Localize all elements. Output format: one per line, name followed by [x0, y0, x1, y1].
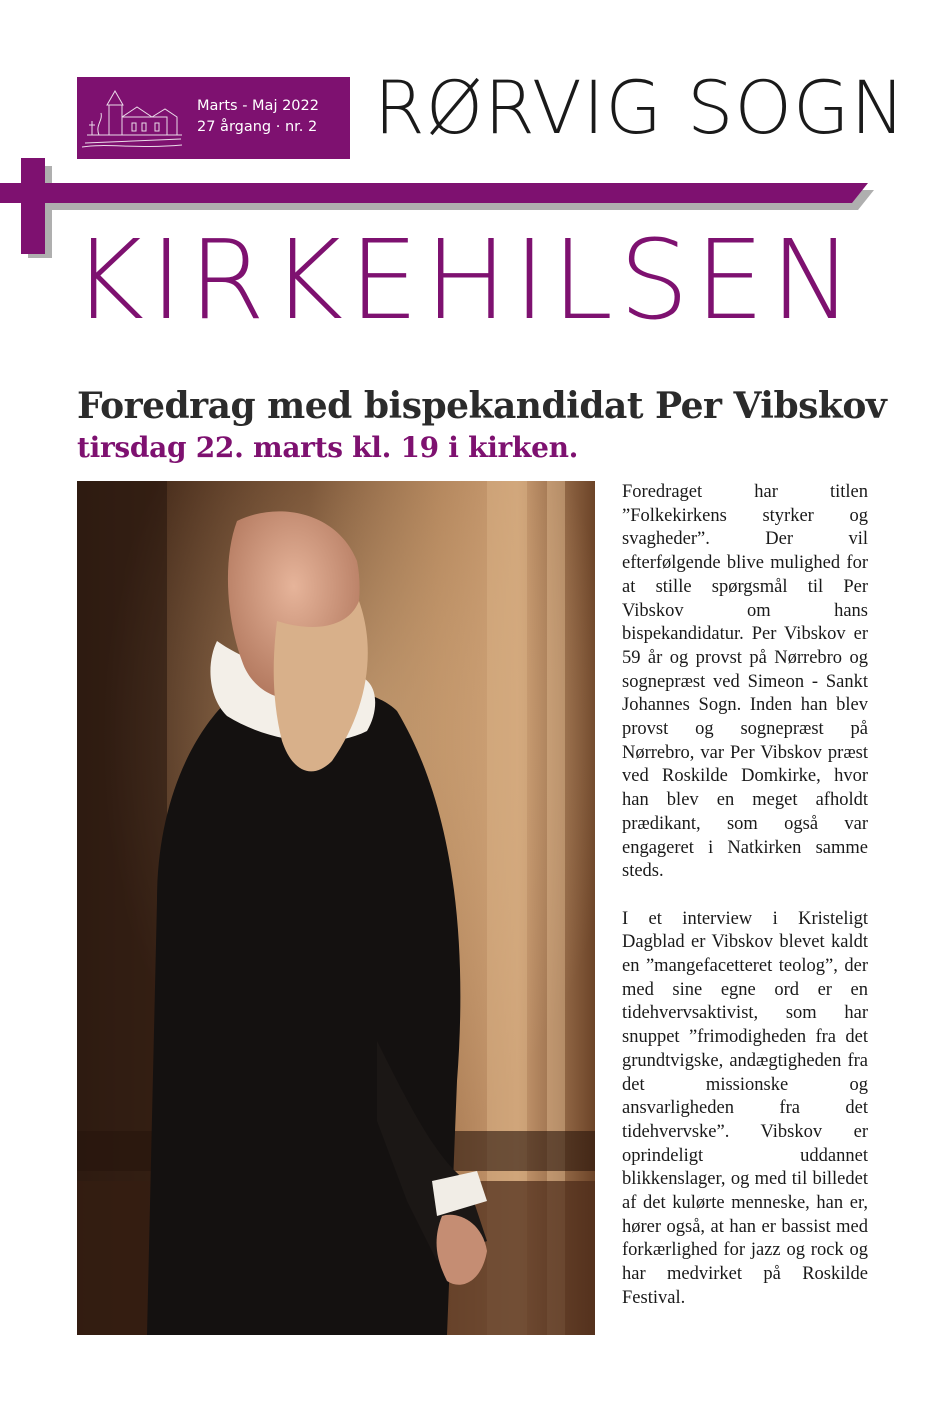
article-paragraph: I et interview i Kristeligt Dagblad er Vibskov blevet kaldt en ”mangefacetteret teolog”, der med sine egne ord er en tidehvervsaktivist, som har snuppet ”frimodigheden fra det grundtvigske, andægtigheden fra det missionske og ansvarligheden fra det tidehvervske”. Vibskov er oprindeligt uddannet blikkenslager, og med til billedet af det kulørte menneske, han er, hører også, at han er bassist med forkærlighed for jazz og rock og har medvirket på Roskilde Festival.: [622, 908, 868, 1308]
issue-info: [197, 96, 319, 138]
issue-number: 27 årgang · nr. 2: [197, 119, 318, 135]
newsletter-title: KIRKEHILSEN: [72, 216, 859, 344]
article-headline: Foredrag med bispekandidat Per Vibskov: [77, 385, 887, 427]
article-body: [622, 481, 868, 1334]
article-paragraph: Foredraget har titlen ”Folkekirkens styrker og svagheder”. Der vil efterfølgende blive mulighed for at stille spørgsmål til Per Vibskov om hans bispekandidatur. Per Vibskov er 59 år og provst på Nørrebro og sognepræst ved Simeon - Sankt Johannes Sogn. Inden han blev provst og sognepræst på Nørrebro, var Per Vibskov præst ved Roskilde Domkirke, hvor han blev en meget afholdt prædikant, som også var engageret i Natkirken samme steds.: [622, 482, 868, 882]
issue-box: [77, 77, 350, 159]
church-sketch-icon: [77, 77, 187, 159]
issue-period: Marts - Maj 2022: [197, 98, 319, 114]
article-subhead: tirsdag 22. marts kl. 19 i kirken.: [77, 431, 579, 464]
portrait-photo: [77, 481, 595, 1335]
parish-name: RØRVIG SOGN: [374, 66, 907, 151]
